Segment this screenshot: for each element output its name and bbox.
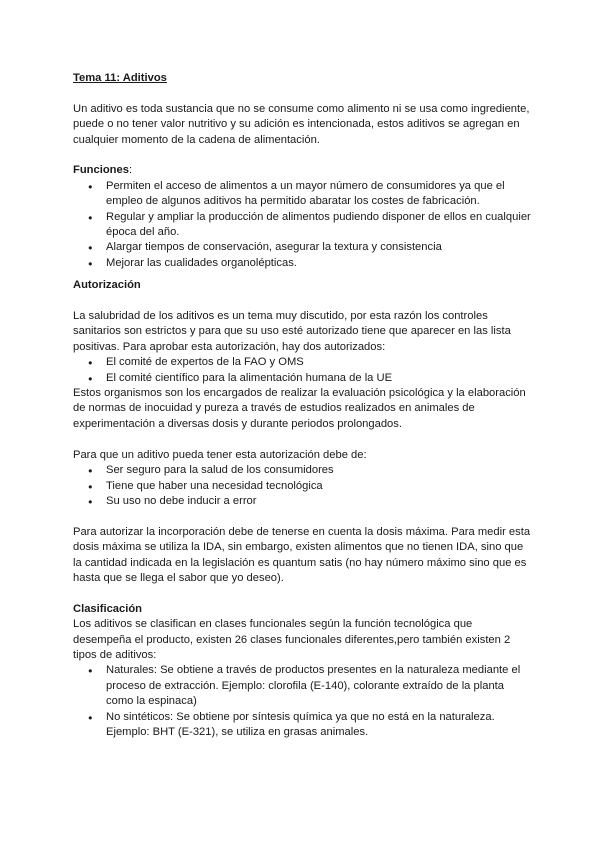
list-item: ● Alargar tiempos de conservación, asegurar la textura y consistencia: [73, 240, 533, 255]
list-item: ● Mejorar las cualidades organolépticas.: [73, 256, 533, 271]
list-item: ● No sintéticos: Se obtiene por síntesis química ya que no está en la naturaleza. Ejemplo: BHT (E-321), se utiliza en grasas animales.: [73, 710, 533, 741]
funciones-section: [73, 163, 533, 271]
autorizacion-paragraph-4: Para autorizar la incorporación debe de tenerse en cuenta la dosis máxima. Para medir esta dosis máxima se utiliza la IDA, sin embargo, existen alimentos que no tienen IDA, sino que la cantidad indicada en la legislación es quantum satis (no hay número máximo sino que es hasta que se llega el sabor que yo deseo).: [73, 525, 531, 584]
autorizacion-paragraph-1: La salubridad de los aditivos es un tema muy discutido, por esta razón los controles sanitarios son estrictos y para que su uso esté autorizado tiene que aparecer en las lista positivas. Para aprobar esta autorización, hay dos autorizados:: [73, 310, 511, 353]
list-item: ● Ser seguro para la salud de los consumidores: [73, 463, 533, 478]
document-page: [73, 71, 533, 740]
list-item: ● El comité científico para la alimentación humana de la UE: [73, 371, 533, 386]
clasificacion-heading: Clasificación: [73, 602, 143, 615]
document-title: Tema 11: Aditivos: [73, 72, 167, 84]
clasificacion-paragraph-1: Los aditivos se clasifican en clases funcionales según la función tecnológica que desempeña el producto, existen 26 clases funcionales diferentes,pero también existen 2 tipos de aditivos:: [73, 618, 511, 661]
list-item: ● El comité de expertos de la FAO y OMS: [73, 355, 533, 370]
list-item: ● Tiene que haber una necesidad tecnológica: [73, 479, 533, 494]
autorizados-list: [73, 355, 533, 386]
requisitos-list: [73, 463, 533, 509]
autorizacion-heading: Autorización: [73, 279, 141, 292]
autorizacion-section: [73, 278, 533, 586]
list-item: ● Regular y ampliar la producción de alimentos pudiendo disponer de ellos en cualquier época del año.: [73, 210, 533, 241]
funciones-heading: [73, 163, 533, 178]
list-item: ● Permiten el acceso de alimentos a un mayor número de consumidores ya que el empleo de algunos aditivos ha permitido abaratar los costes de fabricación.: [73, 179, 533, 210]
clasificacion-section: [73, 602, 533, 741]
intro-paragraph: Un aditivo es toda sustancia que no se consume como alimento ni se usa como ingrediente, puede o no tener valor nutritivo y su adición es intencionada, estos aditivos se agregan en cualquier momento de la cadena de alimentación.: [73, 102, 530, 146]
list-item: ● Su uso no debe inducir a error: [73, 494, 533, 509]
funciones-heading-text: Funciones: [73, 164, 129, 177]
tipos-aditivos-list: [73, 663, 533, 740]
funciones-list: [73, 179, 533, 271]
list-item: ● Naturales: Se obtiene a través de productos presentes en la naturaleza mediante el proceso de extracción. Ejemplo: clorofila (E-140), colorante extraído de la planta como la espinaca): [73, 663, 533, 709]
funciones-heading-colon: :: [128, 164, 133, 177]
autorizacion-paragraph-3: Para que un aditivo pueda tener esta autorización debe de:: [73, 448, 367, 461]
autorizacion-paragraph-2: Estos organismos son los encargados de realizar la evaluación psicológica y la elaboración de normas de inocuidad y pureza a través de estudios realizados en animales de experimentación a diversas dosis y durante periodos prolongados.: [73, 387, 526, 430]
